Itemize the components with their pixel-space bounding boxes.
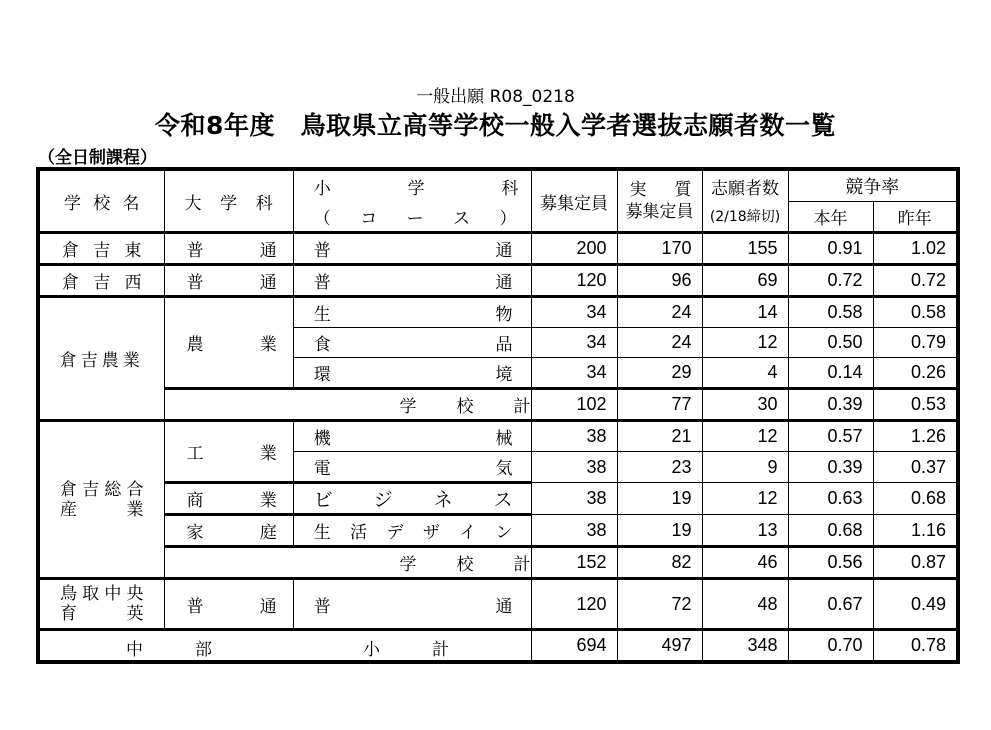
ratio-last-year: 0.58 bbox=[873, 297, 958, 328]
major: 普 通 bbox=[164, 265, 293, 297]
table-row bbox=[38, 233, 958, 265]
real-capacity: 82 bbox=[617, 547, 702, 579]
real-capacity: 19 bbox=[617, 483, 702, 515]
applicants: 9 bbox=[702, 452, 788, 483]
minor: 普 通 bbox=[293, 579, 531, 630]
applicants: 14 bbox=[702, 297, 788, 328]
table-row bbox=[38, 297, 958, 328]
applicants: 12 bbox=[702, 483, 788, 515]
minor: 電 気 bbox=[293, 452, 531, 483]
minor: 環 境 bbox=[293, 358, 531, 389]
header-ratio: 競争率 bbox=[788, 169, 958, 201]
minor: 生 活 デ ザ イ ン bbox=[293, 515, 531, 547]
major: 普 通 bbox=[164, 233, 293, 265]
ratio-this-year: 0.39 bbox=[788, 389, 873, 421]
real-capacity: 19 bbox=[617, 515, 702, 547]
capacity: 120 bbox=[531, 265, 617, 297]
minor: 食 品 bbox=[293, 328, 531, 358]
header-real-capacity: 実 質 募集定員 bbox=[617, 169, 702, 233]
applicants: 155 bbox=[702, 233, 788, 265]
capacity: 38 bbox=[531, 421, 617, 452]
major: 農 業 bbox=[164, 297, 293, 389]
header-school-name: 学 校 名 bbox=[38, 169, 164, 233]
capacity: 120 bbox=[531, 579, 617, 630]
subtotal-label: 中 部 小 計 bbox=[38, 630, 531, 663]
real-capacity: 21 bbox=[617, 421, 702, 452]
capacity: 34 bbox=[531, 358, 617, 389]
applicants: 46 bbox=[702, 547, 788, 579]
ratio-last-year: 1.26 bbox=[873, 421, 958, 452]
ratio-this-year: 0.57 bbox=[788, 421, 873, 452]
capacity: 38 bbox=[531, 483, 617, 515]
ratio-last-year: 0.49 bbox=[873, 579, 958, 630]
ratio-this-year: 0.72 bbox=[788, 265, 873, 297]
capacity: 152 bbox=[531, 547, 617, 579]
ratio-last-year: 0.72 bbox=[873, 265, 958, 297]
capacity: 38 bbox=[531, 515, 617, 547]
subtotal-row bbox=[38, 630, 958, 663]
header-course: （ コ ー ス ） bbox=[293, 201, 531, 233]
table-row bbox=[38, 265, 958, 297]
applicants: 12 bbox=[702, 421, 788, 452]
table-row bbox=[38, 421, 958, 452]
table-row bbox=[38, 483, 958, 515]
real-capacity: 72 bbox=[617, 579, 702, 630]
capacity: 34 bbox=[531, 328, 617, 358]
real-capacity: 23 bbox=[617, 452, 702, 483]
ratio-this-year: 0.91 bbox=[788, 233, 873, 265]
real-capacity: 24 bbox=[617, 328, 702, 358]
document-subtitle: 一般出願 R08_0218 bbox=[416, 87, 575, 107]
header-minor: 小 学 科 bbox=[293, 169, 531, 201]
school-name: 倉 吉 東 bbox=[38, 233, 164, 265]
table-row bbox=[38, 515, 958, 547]
ratio-last-year: 0.26 bbox=[873, 358, 958, 389]
school-total-row bbox=[38, 547, 958, 579]
ratio-this-year: 0.14 bbox=[788, 358, 873, 389]
table-row bbox=[38, 579, 958, 630]
header-major: 大 学 科 bbox=[164, 169, 293, 233]
minor: 普 通 bbox=[293, 233, 531, 265]
major: 商 業 bbox=[164, 483, 293, 515]
major: 工 業 bbox=[164, 421, 293, 483]
ratio-this-year: 0.68 bbox=[788, 515, 873, 547]
course-label: （全日制課程） bbox=[38, 148, 157, 168]
document-title: 令和8年度 鳥取県立高等学校一般入学者選抜志願者数一覧 bbox=[155, 111, 836, 140]
applicants: 13 bbox=[702, 515, 788, 547]
applicants: 48 bbox=[702, 579, 788, 630]
ratio-last-year: 0.68 bbox=[873, 483, 958, 515]
ratio-last-year: 0.37 bbox=[873, 452, 958, 483]
header-ratio-last-year: 昨年 bbox=[873, 201, 958, 233]
table-header-row-1 bbox=[38, 169, 958, 201]
school-name: 倉 吉 総 合 産 業 bbox=[38, 421, 164, 579]
capacity: 694 bbox=[531, 630, 617, 663]
school-name: 倉吉農業 bbox=[38, 297, 164, 421]
ratio-last-year: 1.02 bbox=[873, 233, 958, 265]
ratio-this-year: 0.58 bbox=[788, 297, 873, 328]
applicants-table bbox=[36, 167, 960, 664]
school-name: 鳥 取 中 央 育 英 bbox=[38, 579, 164, 630]
ratio-last-year: 0.78 bbox=[873, 630, 958, 663]
ratio-last-year: 0.87 bbox=[873, 547, 958, 579]
header-applicants: 志願者数 bbox=[702, 169, 788, 201]
ratio-this-year: 0.70 bbox=[788, 630, 873, 663]
applicants: 12 bbox=[702, 328, 788, 358]
ratio-last-year: 1.16 bbox=[873, 515, 958, 547]
real-capacity: 29 bbox=[617, 358, 702, 389]
ratio-this-year: 0.50 bbox=[788, 328, 873, 358]
school-name: 倉 吉 西 bbox=[38, 265, 164, 297]
header-capacity: 募集定員 bbox=[531, 169, 617, 233]
ratio-last-year: 0.79 bbox=[873, 328, 958, 358]
applicants: 348 bbox=[702, 630, 788, 663]
real-capacity: 96 bbox=[617, 265, 702, 297]
minor: 普 通 bbox=[293, 265, 531, 297]
school-total-row bbox=[38, 389, 958, 421]
real-capacity: 24 bbox=[617, 297, 702, 328]
header-ratio-this-year: 本年 bbox=[788, 201, 873, 233]
minor: 機 械 bbox=[293, 421, 531, 452]
minor: ビ ジ ネ ス bbox=[293, 483, 531, 515]
header-deadline: (2/18締切) bbox=[702, 201, 788, 233]
capacity: 200 bbox=[531, 233, 617, 265]
minor: 生 物 bbox=[293, 297, 531, 328]
ratio-this-year: 0.67 bbox=[788, 579, 873, 630]
major: 家 庭 bbox=[164, 515, 293, 547]
school-total-label: 学 校 計 bbox=[164, 389, 531, 421]
capacity: 38 bbox=[531, 452, 617, 483]
ratio-last-year: 0.53 bbox=[873, 389, 958, 421]
major: 普 通 bbox=[164, 579, 293, 630]
real-capacity: 497 bbox=[617, 630, 702, 663]
capacity: 102 bbox=[531, 389, 617, 421]
capacity: 34 bbox=[531, 297, 617, 328]
applicants: 30 bbox=[702, 389, 788, 421]
real-capacity: 170 bbox=[617, 233, 702, 265]
applicants: 4 bbox=[702, 358, 788, 389]
school-total-label: 学 校 計 bbox=[164, 547, 531, 579]
ratio-this-year: 0.39 bbox=[788, 452, 873, 483]
ratio-this-year: 0.56 bbox=[788, 547, 873, 579]
real-capacity: 77 bbox=[617, 389, 702, 421]
ratio-this-year: 0.63 bbox=[788, 483, 873, 515]
applicants: 69 bbox=[702, 265, 788, 297]
